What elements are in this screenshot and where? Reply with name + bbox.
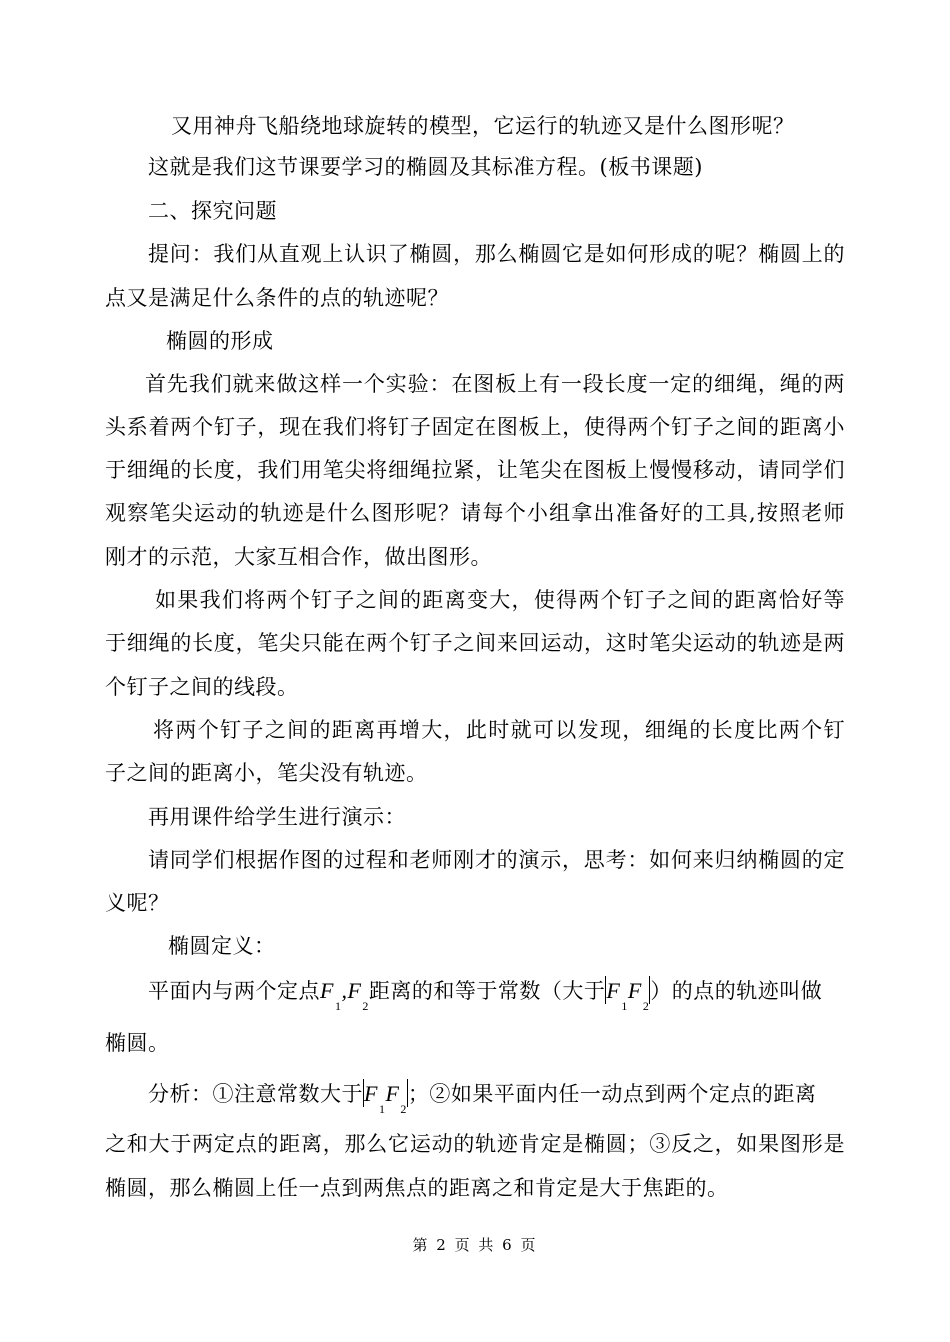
paragraph-line: 提问：我们从直观上认识了椭圆，那么椭圆它是如何形成的呢？椭圆上的 [148, 242, 845, 266]
paragraph-line: 义呢？ [105, 891, 170, 915]
math-comma: , [341, 978, 348, 1003]
paragraph-line: 椭圆，那么椭圆上任一点到两焦点的距离之和肯定是大于焦距的。 [105, 1176, 729, 1200]
paragraph-line: 头系着两个钉子，现在我们将钉子固定在图板上，使得两个钉子之间的距离小 [105, 415, 845, 439]
paragraph-line: 之和大于两定点的距离，那么它运动的轨迹肯定是椭圆；③反之，如果图形是 [105, 1132, 845, 1156]
subsection-heading: 椭圆的形成 [166, 329, 274, 353]
paragraph-line: 首先我们就来做这样一个实验：在图板上有一段长度一定的细绳，绳的两 [145, 372, 845, 396]
math-F1F2: $F_1F_2$ [606, 978, 650, 1013]
paragraph-line: 将两个钉子之间的距离再增大，此时就可以发现，细绳的长度比两个钉 [153, 718, 845, 742]
definition-text-after: ）的点的轨迹叫做 [650, 979, 823, 1003]
paragraph-line: 椭圆。 [105, 1031, 170, 1055]
math-F2: $F_2$ [347, 978, 369, 1013]
paragraph-line: 子之间的距离小，笔尖没有轨迹。 [105, 761, 428, 785]
definition-text-middle: 距离的和等于常数（大于 [368, 979, 606, 1003]
analysis-line [148, 1079, 817, 1116]
paragraph-line: 这就是我们这节课要学习的椭圆及其标准方程。(板书课题) [148, 155, 703, 179]
paragraph-line: 请同学们根据作图的过程和老师刚才的演示，思考：如何来归纳椭圆的定 [148, 848, 845, 872]
paragraph-line: 于细绳的长度，我们用笔尖将细绳拉紧，让笔尖在图板上慢慢移动，请同学们 [105, 458, 845, 482]
paragraph-line: 于细绳的长度，笔尖只能在两个钉子之间来回运动，这时笔尖运动的轨迹是两 [105, 631, 845, 655]
paragraph-line: 点又是满足什么条件的点的轨迹呢？ [105, 286, 449, 310]
paragraph-line: 再用课件给学生进行演示： [148, 805, 406, 829]
definition-line [148, 976, 823, 1013]
math-F1: $F_1$ [320, 978, 342, 1013]
paragraph-line: 又用神舟飞船绕地球旋转的模型，它运行的轨迹又是什么图形呢？ [171, 114, 795, 138]
math-F1F2: $F_1F_2$ [364, 1081, 407, 1116]
page-footer: 第 2 页 共 6 页 [412, 1236, 538, 1254]
analysis-text-before: 分析：①注意常数大于 [148, 1082, 363, 1106]
paragraph-line: 个钉子之间的线段。 [105, 675, 299, 699]
analysis-text-after: ；②如果平面内任一动点到两个定点的距离 [407, 1082, 817, 1106]
paragraph-line: 刚才的示范，大家互相合作，做出图形。 [105, 545, 492, 569]
section-heading: 二、探究问题 [148, 199, 277, 223]
subsection-heading: 椭圆定义： [168, 934, 276, 958]
paragraph-line: 观察笔尖运动的轨迹是什么图形呢？请每个小组拿出准备好的工具,按照老师 [105, 501, 845, 525]
paragraph-line: 如果我们将两个钉子之间的距离变大，使得两个钉子之间的距离恰好等 [155, 588, 845, 612]
definition-text-before: 平面内与两个定点 [148, 979, 320, 1003]
